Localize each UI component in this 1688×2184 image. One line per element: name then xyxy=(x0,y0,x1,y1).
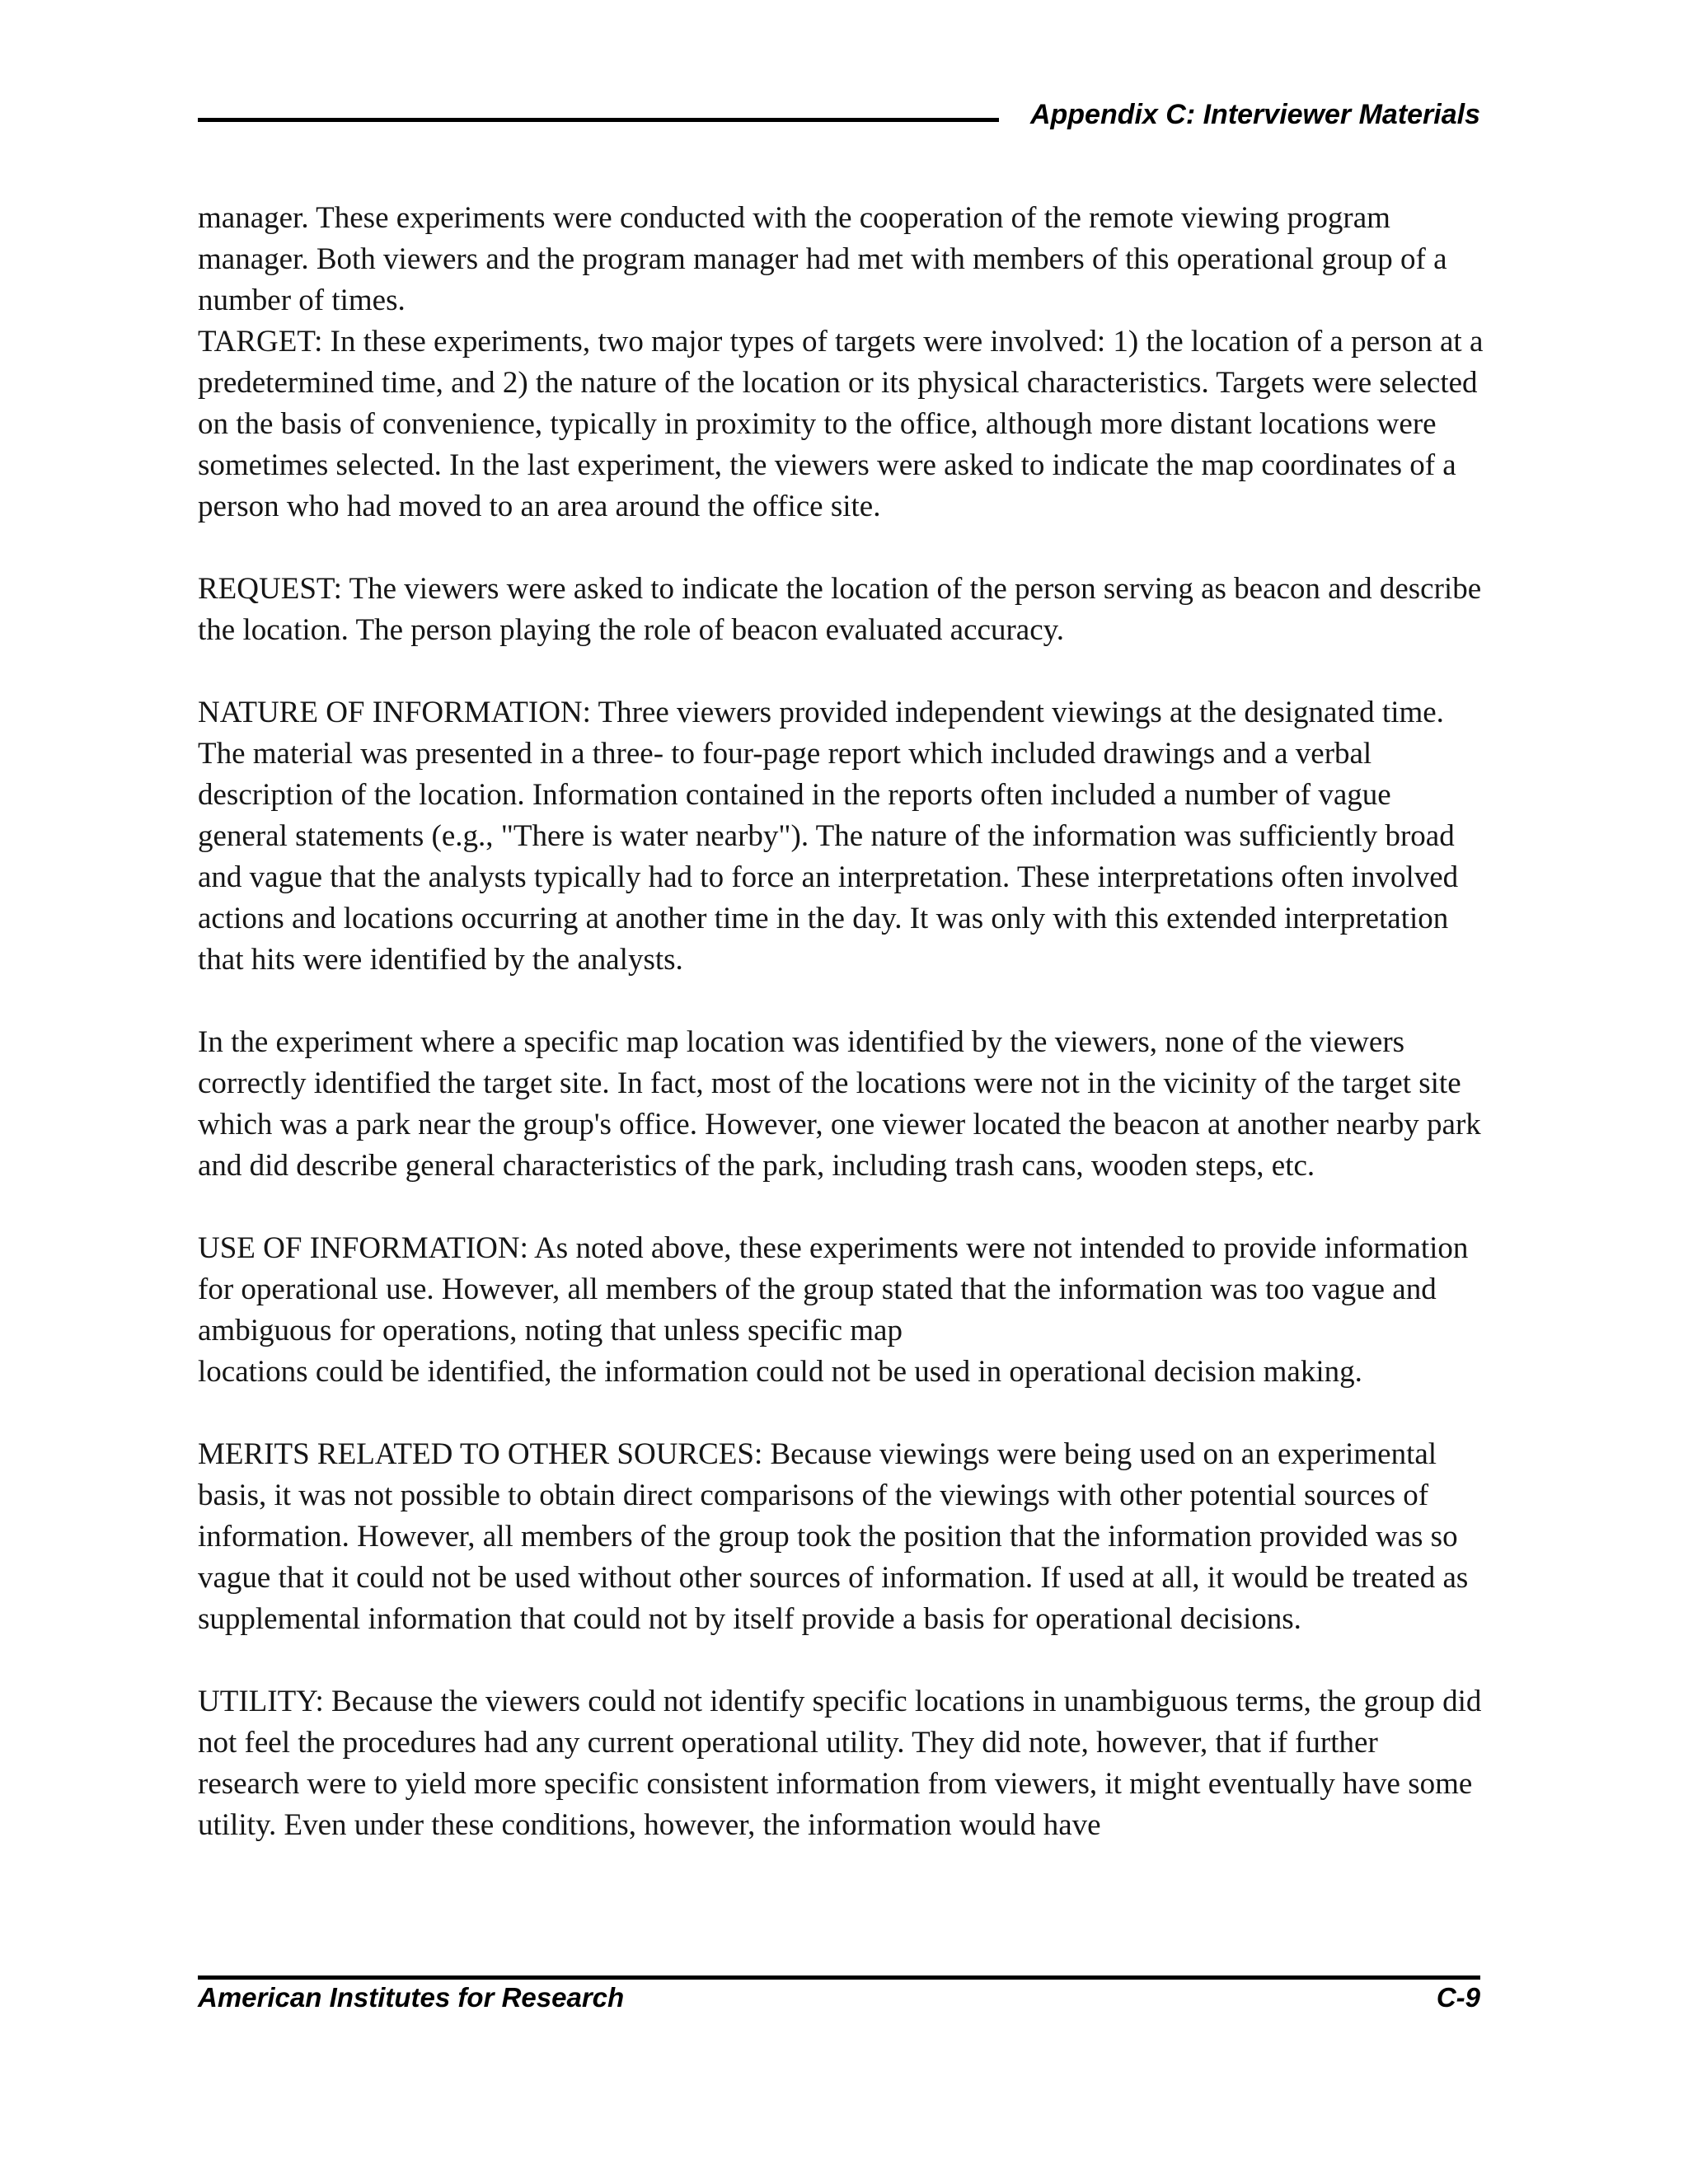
paragraph-merits: MERITS RELATED TO OTHER SOURCES: Because viewings were being used on an experimental basis, it was not possible to obtain direct comparisons of the viewings with other potential sources of information. However, all members of the group took the position that the information provided was so vague that it could not be used without other sources of information. If used at all, it would be treated as supplemental information that could not by itself provide a basis for operational decisions. xyxy=(198,1437,1469,1636)
use-of-information-line-1: USE OF INFORMATION: As noted above, these experiments were not intended to provide information for operational use. However, all members of the group stated that the information was too vague and ambiguous for operations, noting that unless specific map xyxy=(198,1231,1469,1347)
document-body xyxy=(198,198,1484,1846)
footer-page-number: C-9 xyxy=(1436,1982,1480,2013)
footer-organization: American Institutes for Research xyxy=(198,1982,625,2013)
paragraph-intro: manager. These experiments were conducted with the cooperation of the remote viewing program manager. Both viewers and the program manager had met with members of this operational group of a number of times. xyxy=(198,201,1447,317)
paragraph-experiment: In the experiment where a specific map location was identified by the viewers, none of the viewers correctly identified the target site. In fact, most of the locations were not in the vicinity of the target site which was a park near the group's office. However, one viewer located the beacon at another nearby park and did describe general characteristics of the park, including trash cans, wooden steps, etc. xyxy=(198,1025,1481,1183)
paragraph-target: TARGET: In these experiments, two major types of targets were involved: 1) the location of a person at a predetermined time, and 2) the nature of the location or its physical characteristics. Targets were selected on the basis of convenience, typically in proximity to the office, although more distant locations were sometimes selected. In the last experiment, the viewers were asked to indicate the map coordinates of a person who had moved to an area around the office site. xyxy=(198,325,1484,523)
paragraph-utility: UTILITY: Because the viewers could not identify specific locations in unambiguous terms, the group did not feel the procedures had any current operational utility. They did note, however, that if further research were to yield more specific consistent information from viewers, it might eventually have some utility. Even under these conditions, however, the information would have xyxy=(198,1685,1482,1842)
paragraph-request: REQUEST: The viewers were asked to indicate the location of the person serving as beacon and describe the location. The person playing the role of beacon evaluated accuracy. xyxy=(198,572,1482,647)
paragraph-use-of-information xyxy=(198,1228,1484,1393)
header-rule xyxy=(198,118,999,122)
paragraph-nature-of-information: NATURE OF INFORMATION: Three viewers provided independent viewings at the designated time. The material was presented in a three- to four-page report which included drawings and a verbal description of the location. Information contained in the reports often included a number of vague general statements (e.g., "There is water nearby"). The nature of the information was sufficiently broad and vague that the analysts typically had to force an interpretation. These interpretations often involved actions and locations occurring at another time in the day. It was only with this extended interpretation that hits were identified by the analysts. xyxy=(198,696,1459,977)
page-header-title: Appendix C: Interviewer Materials xyxy=(1029,99,1480,130)
use-of-information-line-2: locations could be identified, the information could not be used in operational decision making. xyxy=(198,1355,1362,1389)
